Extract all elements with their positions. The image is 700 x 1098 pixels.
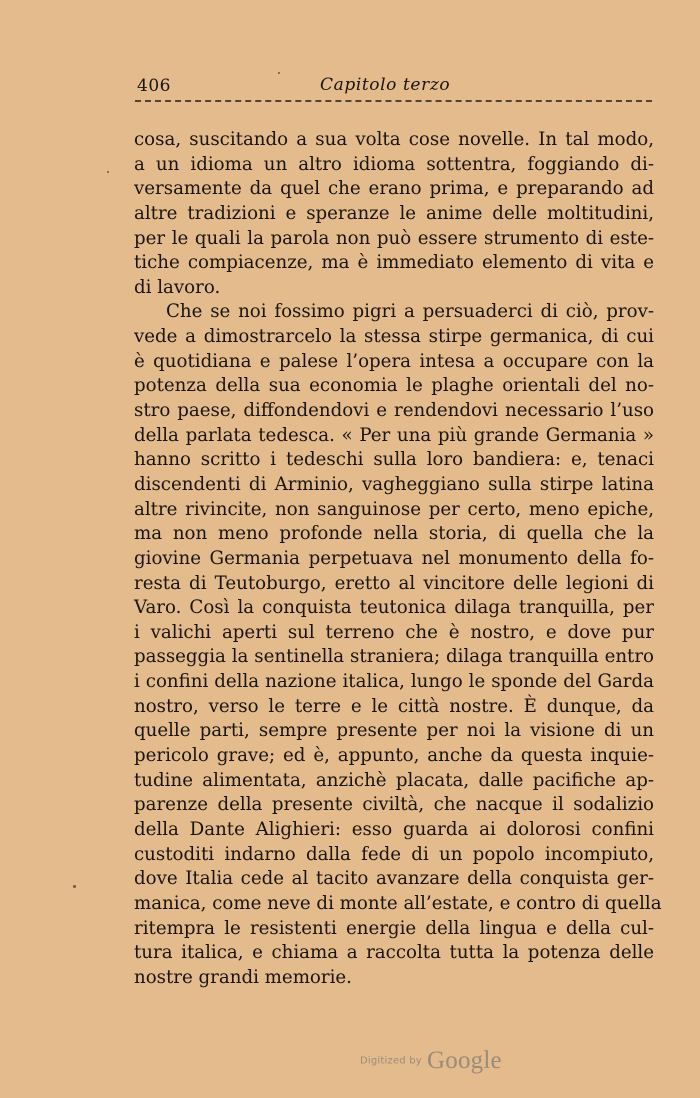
text-line: hanno scritto i tedeschi sulla loro bandiera: e, tenaci xyxy=(134,449,654,471)
text-line: tudine alimentata, anzichè placata, dalle pacifiche ap- xyxy=(134,769,654,791)
text-line: ritempra le resistenti energie della lingua e della cul- xyxy=(134,917,654,939)
text-line: dove Italia cede al tacito avanzare della conquista ger- xyxy=(134,868,654,890)
text-line: cosa, suscitando a sua volta cose novelle. In tal modo, xyxy=(134,129,654,150)
text-line: custoditi indarno dalla fede di un popolo incompiuto, xyxy=(134,843,654,865)
text-line: ma non meno profonde nella storia, di quella che la xyxy=(134,523,654,545)
text-line: potenza della sua economia le plaghe orientali del no- xyxy=(134,375,654,397)
body-text xyxy=(134,128,662,990)
text-line: Varo. Così la conquista teutonica dilaga tranquilla, per xyxy=(134,597,654,619)
paragraph-first-line: Che se noi fossimo pigri a persuaderci di ciò, prov- xyxy=(166,301,654,323)
text-line: pericolo grave; ed è, appunto, anche da questa inquie- xyxy=(134,745,654,767)
text-line: nostro, verso le terre e le città nostre. È dunque, da xyxy=(134,695,654,717)
text-line: è quotidiana e palese l’opera intesa a occupare con la xyxy=(134,350,654,372)
watermark-prefix: Digitized by xyxy=(360,1055,422,1067)
text-line: quelle parti, sempre presente per noi la visione di un xyxy=(134,720,654,742)
paper-speck xyxy=(107,171,109,173)
text-line: a un idioma un altro idioma sottentra, foggiando di- xyxy=(134,153,654,175)
text-line: discendenti di Arminio, vagheggiano sulla stirpe latina xyxy=(134,473,654,495)
text-line: altre tradizioni e speranze le anime delle moltitudini, xyxy=(134,202,654,224)
text-line: parenze della presente civiltà, che nacque il sodalizio xyxy=(134,794,654,816)
paper-speck xyxy=(73,885,76,888)
paper-speck xyxy=(278,72,280,74)
page-number: 406 xyxy=(137,76,171,96)
text-line: nostre grandi memorie. xyxy=(134,966,352,988)
text-line: stro paese, diffondendovi e rendendovi necessario l’uso xyxy=(134,400,654,422)
text-line: i confini della nazione italica, lungo le sponde del Garda xyxy=(134,671,654,693)
running-head: Capitolo terzo xyxy=(320,75,451,95)
text-line: i valichi aperti sul terreno che è nostro, e dove pur xyxy=(134,621,654,643)
text-line: passeggia la sentinella straniera; dilaga tranquilla entro xyxy=(134,646,654,668)
text-line: giovine Germania perpetuava nel monumento della fo- xyxy=(134,547,654,569)
text-line: tura italica, e chiama a raccolta tutta la potenza delle xyxy=(134,942,654,964)
digitized-watermark xyxy=(360,1047,502,1077)
text-line: per le quali la parola non può essere strumento di este- xyxy=(134,227,654,249)
text-line: altre rivincite, non sanguinose per certo, meno epiche, xyxy=(134,498,654,520)
text-line: della parlata tedesca. « Per una più grande Germania » xyxy=(134,424,654,446)
page-header xyxy=(135,70,655,104)
text-line: vede a dimostrarcelo la stessa stirpe germanica, di cui xyxy=(134,326,654,348)
text-line: manica, come neve di monte all’estate, e contro di quella xyxy=(134,892,662,914)
text-line: resta di Teutoburgo, eretto al vincitore delle legioni di xyxy=(134,572,654,594)
header-rule xyxy=(135,100,652,102)
text-line: di lavoro. xyxy=(134,276,221,298)
text-line: versamente da quel che erano prima, e preparando ad xyxy=(134,178,654,200)
google-logo: Google xyxy=(427,1047,502,1074)
text-line: della Dante Alighieri: esso guarda ai dolorosi confini xyxy=(134,818,654,840)
text-line: tiche compiacenze, ma è immediato elemento di vita e xyxy=(134,252,654,274)
